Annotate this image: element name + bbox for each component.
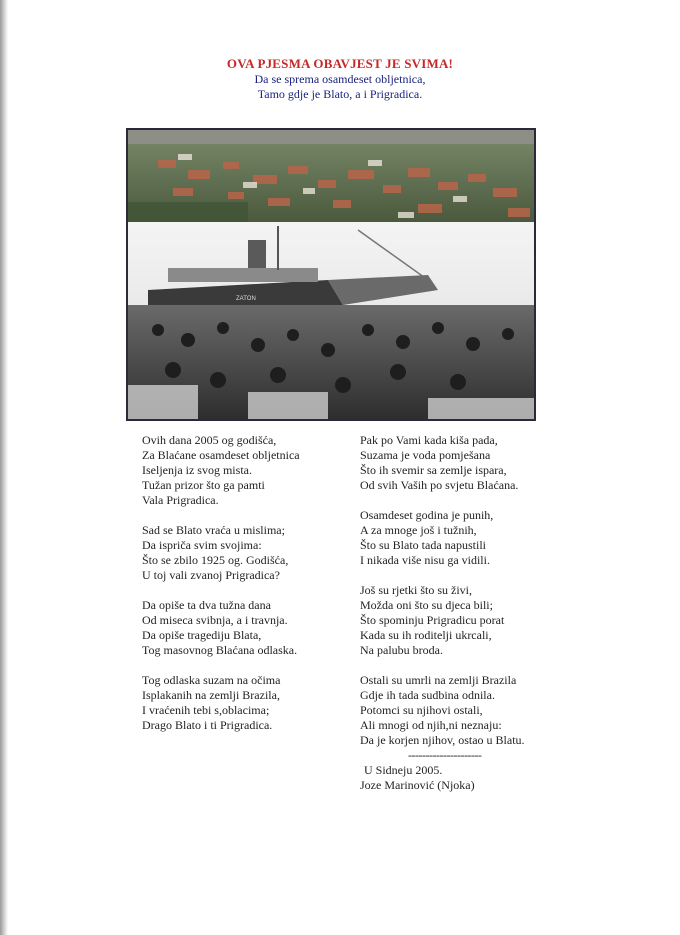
poem-right-column: [360, 433, 525, 793]
verse-line: Gdje ih tada sudbina odnila.: [360, 688, 495, 702]
verse-line: Što su Blato tada napustili: [360, 538, 486, 552]
verse-line: Što se zbilo 1925 og. Godišća,: [142, 553, 289, 567]
verse-line: Što spominju Prigradicu porat: [360, 613, 505, 627]
verse-line: Možda oni što su djeca bili;: [360, 598, 493, 612]
verse-line: Da opiše tragediju Blata,: [142, 628, 262, 642]
stanza-5: [360, 433, 525, 493]
verse-line: Sad se Blato vraća u mislima;: [142, 523, 285, 537]
verse-line: Drago Blato i ti Prigradica.: [142, 718, 273, 732]
photo-illustration: [128, 130, 534, 419]
historic-photo-collage: [126, 128, 536, 421]
verse-line: I nikada više nisu ga vidili.: [360, 553, 490, 567]
verse-line: Iseljenja iz svog mista.: [142, 463, 252, 477]
signature-author: Joze Marinović (Njoka): [360, 778, 475, 792]
stanza-2: [142, 523, 300, 583]
verse-line: Što ih svemir sa zemlje ispara,: [360, 463, 507, 477]
verse-line: Ovih dana 2005 og godišća,: [142, 433, 277, 447]
separator-line: ---------------------: [408, 748, 482, 762]
verse-line: Da opiše ta dva tužna dana: [142, 598, 271, 612]
scan-edge-shadow: [0, 0, 8, 935]
verse-line: Kada su ih roditelji ukrcali,: [360, 628, 492, 642]
stanza-4: [142, 673, 300, 733]
verse-line: Tužan prizor što ga pamti: [142, 478, 265, 492]
verse-line: Od miseca svibnja, a i travnja.: [142, 613, 288, 627]
verse-line: Osamdeset godina je punih,: [360, 508, 494, 522]
verse-line: Ostali su umrli na zemlji Brazila: [360, 673, 517, 687]
verse-line: Vala Prigradica.: [142, 493, 219, 507]
verse-line: Tog masovnog Blaćana odlaska.: [142, 643, 298, 657]
subtitle-line-2: Tamo gdje je Blato, a i Prigradica.: [257, 87, 423, 101]
ship-name-label: ZATON: [236, 296, 256, 302]
verse-line: Pak po Vami kada kiša pada,: [360, 433, 498, 447]
verse-line: Isplakanih na zemlji Brazila,: [142, 688, 280, 702]
stanza-1: [142, 433, 300, 508]
subtitle-line-1: Da se sprema osamdeset obljetnica,: [254, 72, 426, 86]
verse-line: Od svih Vaših po svjetu Blaćana.: [360, 478, 519, 492]
verse-line: Za Blaćane osamdeset obljetnica: [142, 448, 300, 462]
poem-title: OVA PJESMA OBAVJEST JE SVIMA!: [226, 56, 454, 71]
verse-line: Na palubu broda.: [360, 643, 443, 657]
verse-line: U toj vali zvanoj Prigradica?: [142, 568, 280, 582]
verse-line: Da je korjen njihov, ostao u Blatu.: [360, 733, 525, 747]
ship-departure-scene: [128, 222, 534, 419]
verse-line: Još su rjetki što su živi,: [360, 583, 473, 597]
verse-line: Ali mnogi od njih,ni neznaju:: [360, 718, 502, 732]
verse-line: Da ispriča svim svojima:: [142, 538, 262, 552]
stanza-8: [360, 673, 525, 748]
signature-place-date: U Sidneju 2005.: [364, 763, 443, 777]
verse-line: A za mnoge još i tužnih,: [360, 523, 477, 537]
town-panorama: [128, 130, 534, 222]
verse-line: I vraćenih tebi s,oblacima;: [142, 703, 270, 717]
verse-line: Tog odlaska suzam na očima: [142, 673, 281, 687]
stanza-3: [142, 598, 300, 658]
poem-left-column: [142, 433, 300, 748]
stanza-7: [360, 583, 525, 658]
verse-line: Suzama je voda pomješana: [360, 448, 491, 462]
stanza-6: [360, 508, 525, 568]
verse-line: Potomci su njihovi ostali,: [360, 703, 483, 717]
